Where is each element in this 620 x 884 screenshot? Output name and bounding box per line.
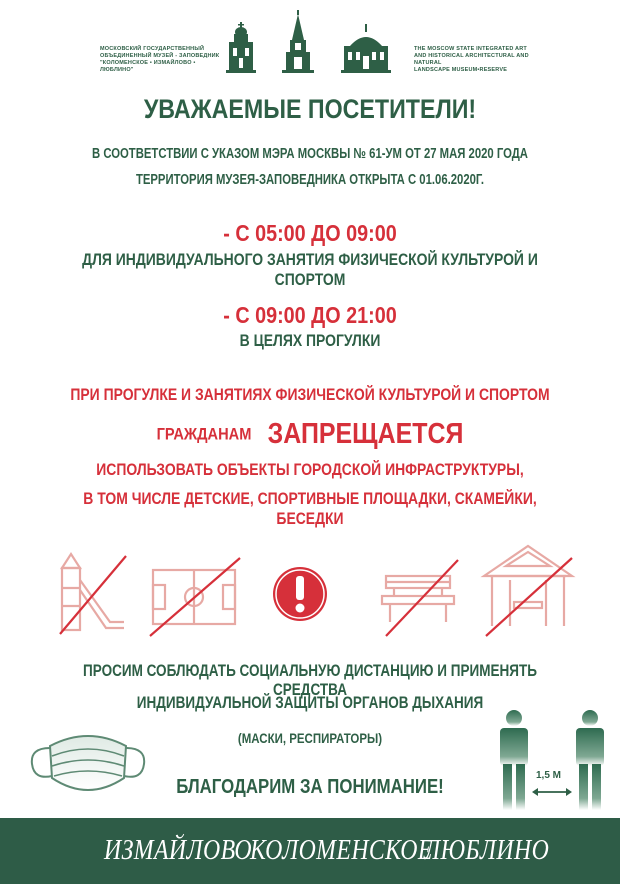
schedule-time-1: - С 05:00 ДО 09:00 <box>223 220 397 246</box>
museum-name-ru-line: ОБЪЕДИНЕННЫЙ МУЗЕЙ - ЗАПОВЕДНИК <box>100 53 220 59</box>
warning-line-3: ИСПОЛЬЗОВАТЬ ОБЪЕКТЫ ГОРОДСКОЙ ИНФРАСТРУКТУРЫ, <box>96 460 524 479</box>
museum-name-ru-line: "КОЛОМЕНСКОЕ • ИЗМАЙЛОВО • ЛЮБЛИНО" <box>100 60 196 73</box>
museum-logo-icon <box>220 10 392 76</box>
page-title: УВАЖАЕМЫЕ ПОСЕТИТЕЛИ! <box>143 94 477 124</box>
prohibited-objects-row <box>0 540 620 640</box>
museum-name-en <box>414 46 554 74</box>
strike-line <box>486 558 572 636</box>
museum-name-ru-line: МОСКОВСКИЙ ГОСУДАРСТВЕННЫЙ <box>100 46 205 52</box>
schedule-purpose-2: В ЦЕЛЯХ ПРОГУЛКИ <box>239 331 381 350</box>
intro-line-2: ТЕРРИТОРИЯ МУЗЕЯ-ЗАПОВЕДНИКА ОТКРЫТА С 01.06.2020Г. <box>135 172 485 188</box>
intro-line-1: В СООТВЕТСТВИИ С УКАЗОМ МЭРА МОСКВЫ № 61-УМ ОТ 27 МАЯ 2020 ГОДА <box>92 146 528 162</box>
footer-kolomenskoe: КОЛОМЕНСКОЕ <box>250 834 433 866</box>
schedule-purpose-1: ДЛЯ ИНДИВИДУАЛЬНОГО ЗАНЯТИЯ ФИЗИЧЕСКОЙ КУЛЬТУРОЙ И СПОРТОМ <box>82 250 538 289</box>
warning-line-2 <box>43 418 576 451</box>
schedule-time-2: - С 09:00 ДО 21:00 <box>223 302 397 328</box>
exclamation-icon <box>273 567 327 621</box>
playground-slide-icon <box>62 554 124 630</box>
museum-name-en-line: LANDSCAPE MUSEUM•RESERVE <box>414 67 508 73</box>
museum-name-en-line: THE MOSCOW STATE INTEGRATED ART <box>414 46 527 52</box>
bench-icon <box>382 576 454 622</box>
warning-line-1: ПРИ ПРОГУЛКЕ И ЗАНЯТИЯХ ФИЗИЧЕСКОЙ КУЛЬТУРОЙ И СПОРТОМ <box>70 385 550 404</box>
forbidden-label: ЗАПРЕЩАЕТСЯ <box>267 418 464 450</box>
warning-line-4: В ТОМ ЧИСЛЕ ДЕТСКИЕ, СПОРТИВНЫЕ ПЛОЩАДКИ, СКАМЕЙКИ, БЕСЕДКИ <box>83 489 537 528</box>
museum-name-en-line: AND HISTORICAL ARCHITECTURAL AND NATURAL <box>414 53 529 66</box>
advice-line-2: ИНДИВИДУАЛЬНОЙ ЗАЩИТЫ ОРГАНОВ ДЫХАНИЯ <box>136 694 484 712</box>
distance-label: 1,5 М <box>536 770 562 781</box>
footer-izmailovo: ИЗМАЙЛОВО <box>104 834 253 866</box>
advice-line-3: (МАСКИ, РЕСПИРАТОРЫ) <box>237 730 383 746</box>
strike-line <box>386 560 458 636</box>
footer-bar <box>0 818 620 884</box>
warning-prefix: ГРАЖДАНАМ <box>156 424 252 444</box>
museum-name-ru <box>100 46 220 74</box>
advice-line-1: ПРОСИМ СОБЛЮДАТЬ СОЦИАЛЬНУЮ ДИСТАНЦИЮ И ПРИМЕНЯТЬ СРЕДСТВА <box>83 662 537 699</box>
thanks-text: БЛАГОДАРИМ ЗА ПОНИМАНИЕ! <box>176 776 444 798</box>
gazebo-icon <box>484 546 572 626</box>
footer-lyublino: ЛЮБЛИНО <box>424 834 550 866</box>
